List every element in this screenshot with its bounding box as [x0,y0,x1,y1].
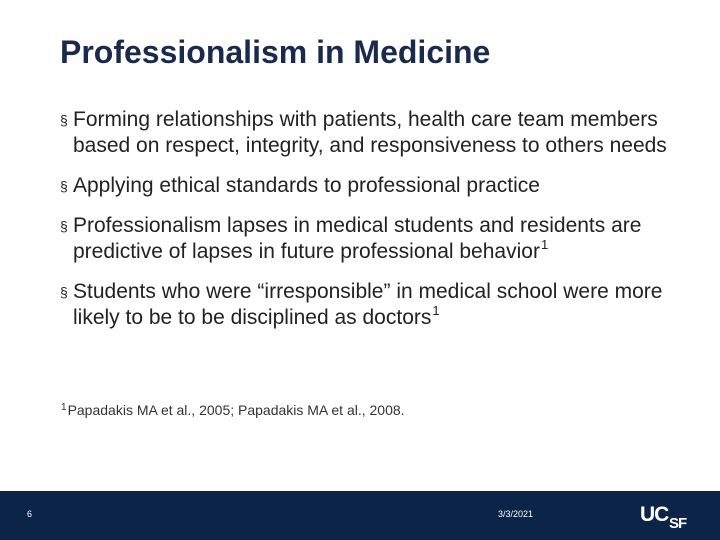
reference-note [61,402,405,418]
bullet-text-content: Professionalism lapses in medical students and residents are predictive of lapses in future professional behavior [73,214,642,263]
bullet-item [60,173,700,199]
bullet-marker: § [60,284,68,300]
svg-text:UC: UC [640,503,669,526]
bullet-text [73,279,700,331]
bullet-item [60,213,700,265]
reference-text: Papadakis MA et al., 2005; Papadakis MA et al., 2008. [67,402,405,418]
bullet-list [60,107,700,345]
bullet-text [73,173,700,199]
bullet-item [60,107,700,159]
bullet-text-content: Students who were “irresponsible” in medical school were more likely to be to be disciplined as doctors [73,280,663,329]
bullet-marker: § [60,218,68,234]
slide-date: 3/3/2021 [498,509,534,519]
bullet-text [73,107,700,159]
bullet-marker: § [60,112,68,128]
reference-superscript: 1 [61,402,67,413]
bullet-text-content: Applying ethical standards to professional practice [73,174,540,197]
svg-text:SF: SF [669,515,687,531]
slide-title: Professionalism in Medicine [60,34,491,70]
bullet-text [73,213,700,265]
ucsf-logo-icon [640,501,696,531]
bullet-marker: § [60,178,68,194]
bullet-text-content: Forming relationships with patients, health care team members based on respect, integrity, and responsiveness to others needs [73,108,667,157]
citation-superscript: 1 [432,303,440,318]
bullet-item [60,279,700,331]
page-number: 6 [27,509,33,519]
footer-bar [0,491,720,540]
citation-superscript: 1 [540,237,549,252]
